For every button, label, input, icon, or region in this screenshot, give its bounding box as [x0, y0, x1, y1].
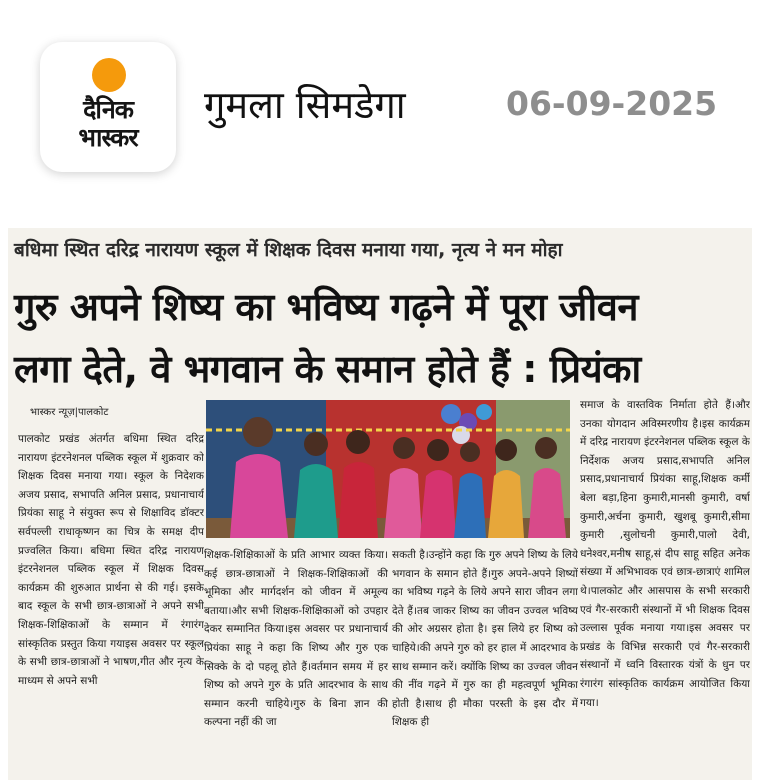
edition-title: गुमला सिमडेगा [204, 83, 406, 127]
column-text: सकती है।उन्होंने कहा कि गुरु अपने शिष्य के लिये भगवान के समान होते हैं।गुरु अपने-अपने शिष्यों का भविष्य गढ़ने के लिये अपने सारा जीवन लगा देते हैं।तब जाकर शिष्य का जीवन उज्वल भविष्य की ओर अग्रसर होता है। इस लिये हर शिष्य को चाहिये।की अपने गुरु को हर हाल में आदरभाव के साथ सम्मान करें। क्योंकि शिष्य का उज्वल जीवन की नींव गढ़ने में गुरु का ही महत्वपूर्ण भूमिका होती है।साथ ही मौका परस्ती के इस दौर में शिक्षक ही [392, 549, 578, 729]
article-byline: भास्कर न्यूज़|पालकोट [30, 407, 109, 418]
article-subheadline: बधिमा स्थित दरिद्र नारायण स्कूल में शिक्षक दिवस मनाया गया, नृत्य ने मन मोहा [14, 239, 563, 261]
event-photo [206, 400, 570, 538]
column-text: समाज के वास्तविक निर्माता होते हैं।और उनका योगदान अविस्मरणीय है।इस कार्यक्रम में दरिद्र नारायण इंटरनेशनल पब्लिक स्कूल के निर्देशक अजय प्रसाद,सभापति अनिल प्रसाद,प्रधानाचार्य प्रियंका साहू,शिक्षक कर्मी बेला बड़ा,हिना कुमारी,मानसी कुमारी, वर्षा कुमारी,अर्चना कुमारी, खुशबू कुमारी,सीमा कुमारी ,सुलोचनी कुमारी,पालो देवी, धनेश्वर,मनीष साहू,सं दीप साहू सहित अनेक संख्या में अभिभावक एवं छात्र-छात्राएं शामिल थे।पालकोट और आसपास के सभी सरकारी एवं गैर-सरकारी संस्थानों में भी शिक्षक दिवस उल्लास पूर्वक मनाया गया।इस अवसर पर प्रखंड के विभिन्न सरकारी एवं गैर-सरकारी संस्थानों में ध्वनि विस्तारक यंत्रों के धुन पर रंगारंग सांस्कृतिक कार्यक्रम आयोजित किया गया। [580, 399, 750, 709]
column-text: शिक्षक-शिक्षिकाओं के प्रति आभार व्यक्त किया। कई छात्र-छात्राओं ने शिक्षक-शिक्षिकाओं की भूमिका और मार्गदर्शन को जीवन में अमूल्य बताया।और सभी शिक्षक-शिक्षिकाओं को उपहार देकर सम्मानित किया।इस अवसर पर प्रधानाचार्य प्रियंका साहू ने कहा कि शिष्य और गुरु एक सिक्के के दो पहलू होते हैं।वर्तमान समय में हर शिष्य को अपने गुरु के प्रति आदरभाव के साथ सम्मान करनी चाहिये।गुरु के बिना ज्ञान की कल्पना नहीं की जा [204, 549, 388, 729]
article-headline-line2: लगा देते, वे भगवान के समान होते हैं : प्रियंका [14, 347, 641, 391]
news-clipping [8, 228, 752, 780]
logo-text-line1: दैनिक [83, 95, 133, 124]
sun-icon [92, 58, 126, 92]
edition-date: 06-09-2025 [506, 84, 718, 123]
article-column-4 [580, 396, 750, 780]
article-headline-line1: गुरु अपने शिष्य का भविष्य गढ़ने में पूरा जीवन [14, 285, 638, 329]
dainik-bhaskar-logo[interactable] [40, 42, 176, 172]
teachers-group-photo [206, 400, 570, 538]
article-column-1 [18, 430, 204, 780]
logo-text-line2: भास्कर [78, 123, 138, 152]
newspaper-header [0, 0, 758, 190]
column-text: पालकोट प्रखंड अंतर्गत बधिमा स्थित दरिद्र नारायण इंटरनेशनल पब्लिक स्कूल में शुक्रवार को शिक्षक दिवस मनाया गया। स्कूल के निदेशक अजय प्रसाद, सभापति अनिल प्रसाद, प्रधानाचार्य प्रियंका साहू ने संयुक्त रूप से शिक्षाविद डॉक्टर सर्वपल्ली राधाकृष्णन का चित्र के समक्ष दीप प्रज्वलित किया। बधिमा स्थित दरिद्र नारायण इंटरनेशनल पब्लिक स्कूल में शिक्षक दिवस कार्यक्रम की शुरुआत प्रार्थना से की गई। इसके बाद स्कूल के सभी छात्र-छात्राओं ने अपने सभी शिक्षक-शिक्षिकाओं के सम्मान में रंगारंग सांस्कृतिक प्रस्तुत किया गयाइस अवसर पर स्कूल के सभी छात्र-छात्राओं ने भाषण,गीत और नृत्य के माध्यम से अपने सभी [18, 433, 204, 687]
article-column-3 [392, 546, 578, 780]
article-column-2 [204, 546, 388, 780]
